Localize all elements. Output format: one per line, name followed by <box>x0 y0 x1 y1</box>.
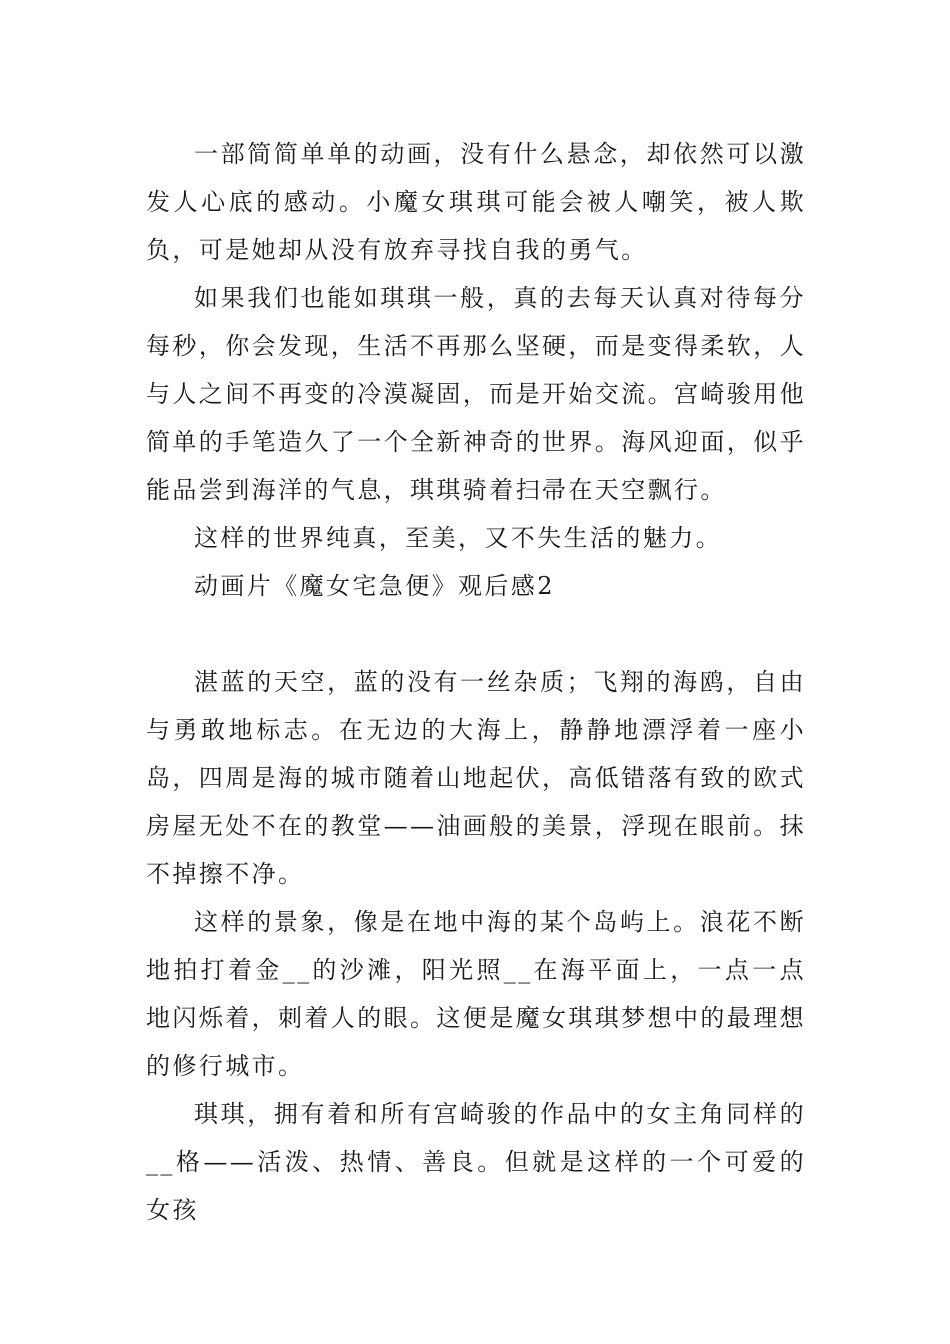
paragraph: 湛蓝的天空，蓝的没有一丝杂质；飞翔的海鸥，自由与勇敢地标志。在无边的大海上，静静地漂浮着一座小岛，四周是海的城市随着山地起伏，高低错落有致的欧式房屋无处不在的教堂——油画般的美景，浮现在眼前。抹不掉擦不净。 <box>146 668 806 888</box>
paragraph: 琪琪，拥有着和所有宫崎骏的作品中的女主角同样的__格——活泼、热情、善良。但就是这样的一个可爱的女孩 <box>146 1100 806 1224</box>
paragraph: 一部简简单单的动画，没有什么悬念，却依然可以激发人心底的感动。小魔女琪琪可能会被人嘲笑，被人欺负，可是她却从没有放弃寻找自我的勇气。 <box>146 140 806 264</box>
section-title: 动画片《魔女宅急便》观后感2 <box>194 572 555 600</box>
paragraph: 如果我们也能如琪琪一般，真的去每天认真对待每分每秒，你会发现，生活不再那么坚硬，而是变得柔软，人与人之间不再变的冷漠凝固，而是开始交流。宫崎骏用他简单的手笔造久了一个全新神奇的世界。海风迎面，似乎能品尝到海洋的气息，琪琪骑着扫帚在天空飘行。 <box>146 284 806 504</box>
paragraph: 这样的景象，像是在地中海的某个岛屿上。浪花不断地拍打着金__的沙滩，阳光照__在海平面上，一点一点地闪烁着，刺着人的眼。这便是魔女琪琪梦想中的最理想的修行城市。 <box>146 908 806 1080</box>
document-body <box>146 130 806 1234</box>
paragraph: 这样的世界纯真，至美，又不失生活的魅力。 <box>194 524 722 552</box>
blank-line <box>146 610 806 658</box>
